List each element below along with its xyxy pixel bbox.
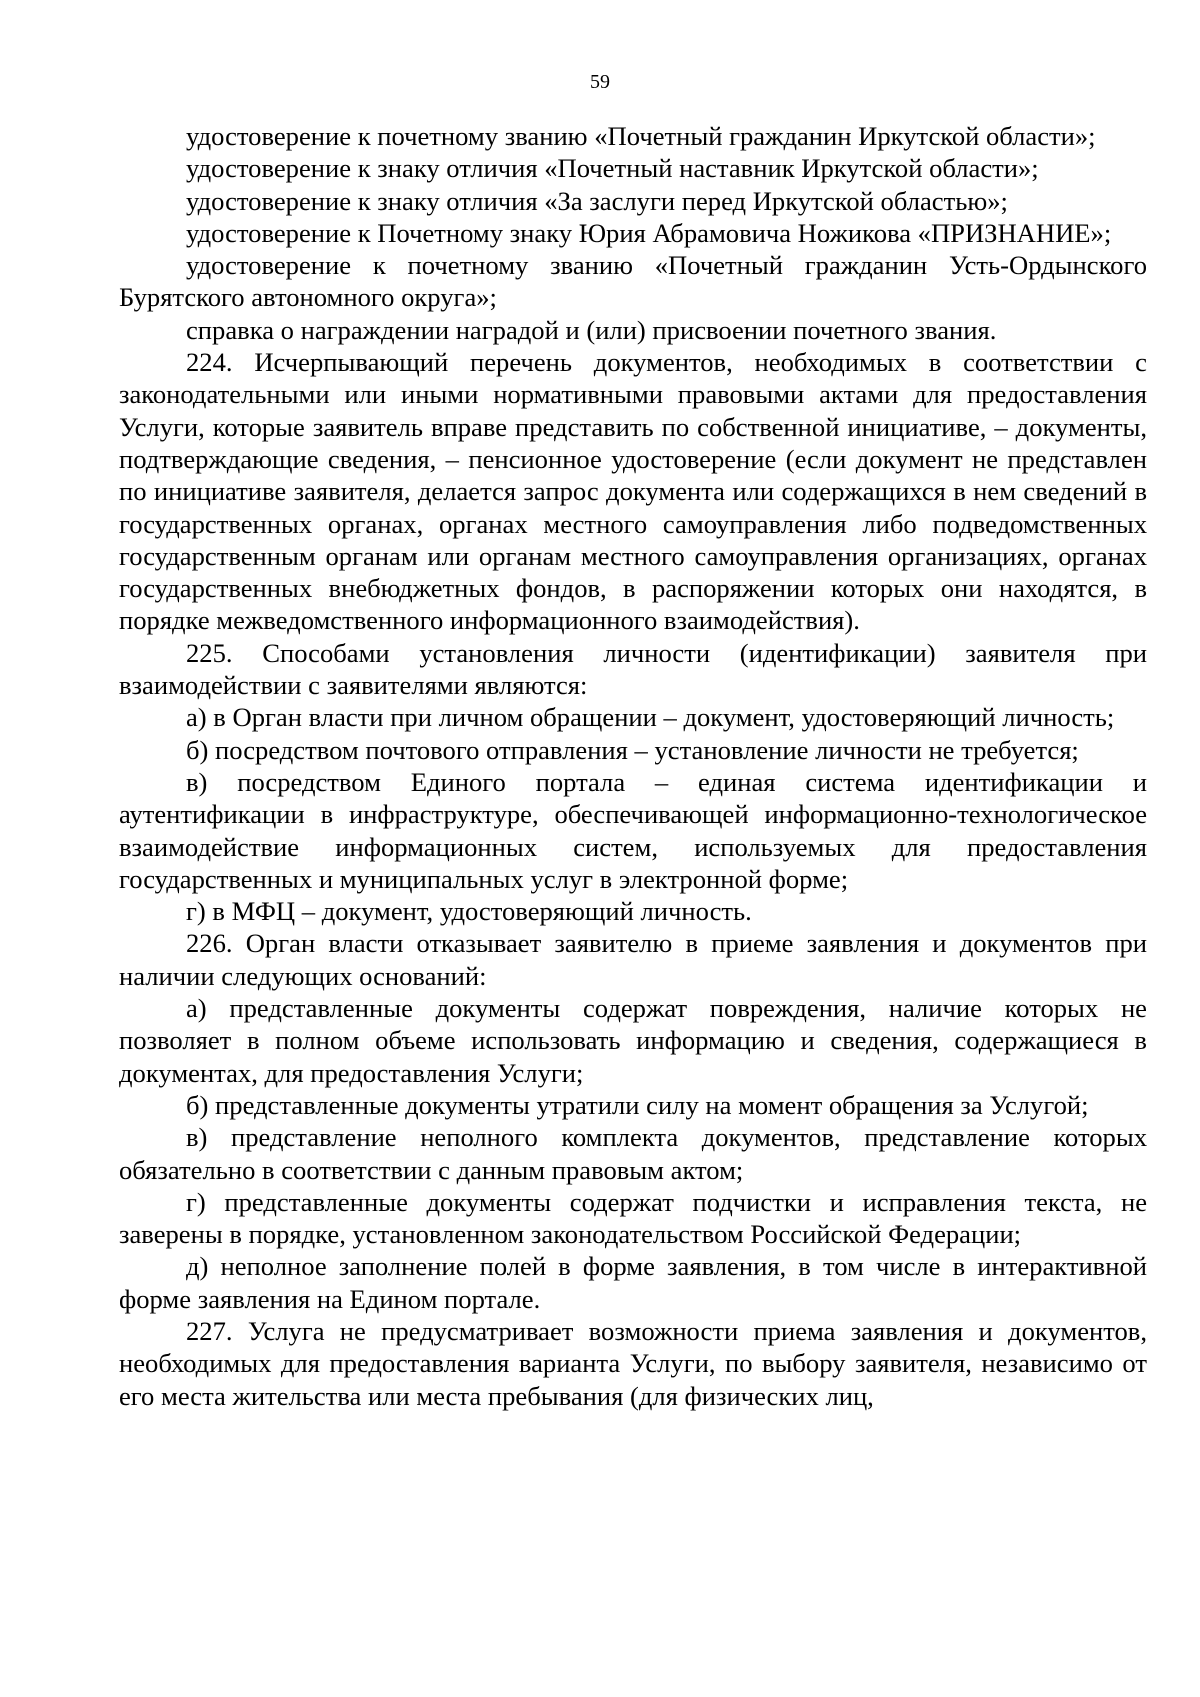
paragraph-certificate-honorary-citizen-irkutsk: удостоверение к почетному званию «Почетный гражданин Иркутской области»; <box>186 121 1096 151</box>
document-body <box>119 120 1147 1412</box>
paragraph-clause-224: 224. Исчерпывающий перечень документов, необходимых в соответствии с законодательными или иными нормативными правовыми актами для предоставления Услуги, которые заявитель вправе представить по собственной инициативе, – документы, подтверждающие сведения, – пенсионное удостоверение (если документ не представлен по инициативе заявителя, делается запрос документа или содержащихся в нем сведений в государственных органах, органах местного самоуправления либо подведомственных государственным органам или органам местного самоуправления организациях, органах государственных внебюджетных фондов, в распоряжении которых они находятся, в порядке межведомственного информационного взаимодействия). <box>119 347 1147 636</box>
paragraph-certificate-merit-irkutsk: удостоверение к знаку отличия «За заслуги перед Иркутской областью»; <box>186 185 1008 216</box>
page-number: 59 <box>590 71 610 93</box>
paragraph-clause-226-v: в) представление неполного комплекта документов, представление которых обязательно в соответствии с данным правовым актом; <box>119 1122 1147 1185</box>
paragraph-certificate-honorary-mentor: удостоверение к знаку отличия «Почетный наставник Иркутской области»; <box>186 153 1039 184</box>
paragraph-clause-227: 227. Услуга не предусматривает возможности приема заявления и документов, необходимых для предоставления варианта Услуги, по выбору заявителя, независимо от его места жительства или места пребывания (для физических лиц, <box>119 1315 1147 1411</box>
paragraph-clause-225: 225. Способами установления личности (идентификации) заявителя при взаимодействии с заявителями являются: <box>119 637 1147 701</box>
paragraph-clause-225-v: в) посредством Единого портала – единая система идентификации и аутентификации в инфраструктуре, обеспечивающей информационно-технологическое взаимодействие информационных систем, используемых для предоставления государственных и муниципальных услуг в электронной форме; <box>119 766 1147 894</box>
paragraph-clause-226-a: а) представленные документы содержат повреждения, наличие которых не позволяет в полном объеме использовать информацию и сведения, содержащиеся в документах, для предоставления Услуги; <box>119 993 1147 1088</box>
paragraph-clause-225-g: г) в МФЦ – документ, удостоверяющий личность. <box>186 896 752 927</box>
paragraph-clause-225-b: б) посредством почтового отправления – установление личности не требуется; <box>186 734 1079 765</box>
paragraph-clause-226: 226. Орган власти отказывает заявителю в приеме заявления и документов при наличии следующих оснований: <box>119 928 1147 991</box>
paragraph-clause-226-g: г) представленные документы содержат подчистки и исправления текста, не заверены в порядке, установленном законодательством Российской Федерации; <box>119 1186 1147 1250</box>
paragraph-certificate-nozhikov-sign: удостоверение к Почетному знаку Юрия Абрамовича Ножикова «ПРИЗНАНИЕ»; <box>186 217 1112 248</box>
paragraph-clause-225-a: а) в Орган власти при личном обращении – документ, удостоверяющий личность; <box>186 702 1115 733</box>
paragraph-clause-226-b: б) представленные документы утратили силу на момент обращения за Услугой; <box>186 1089 1089 1120</box>
paragraph-award-reference: справка о награждении наградой и (или) присвоении почетного звания. <box>186 314 997 345</box>
paragraph-certificate-honorary-citizen-ust-orda: удостоверение к почетному званию «Почетный гражданин Усть-Ордынского Бурятского автономного округа»; <box>119 250 1147 313</box>
paragraph-clause-226-d: д) неполное заполнение полей в форме заявления, в том числе в интерактивной форме заявления на Едином портале. <box>119 1251 1147 1314</box>
